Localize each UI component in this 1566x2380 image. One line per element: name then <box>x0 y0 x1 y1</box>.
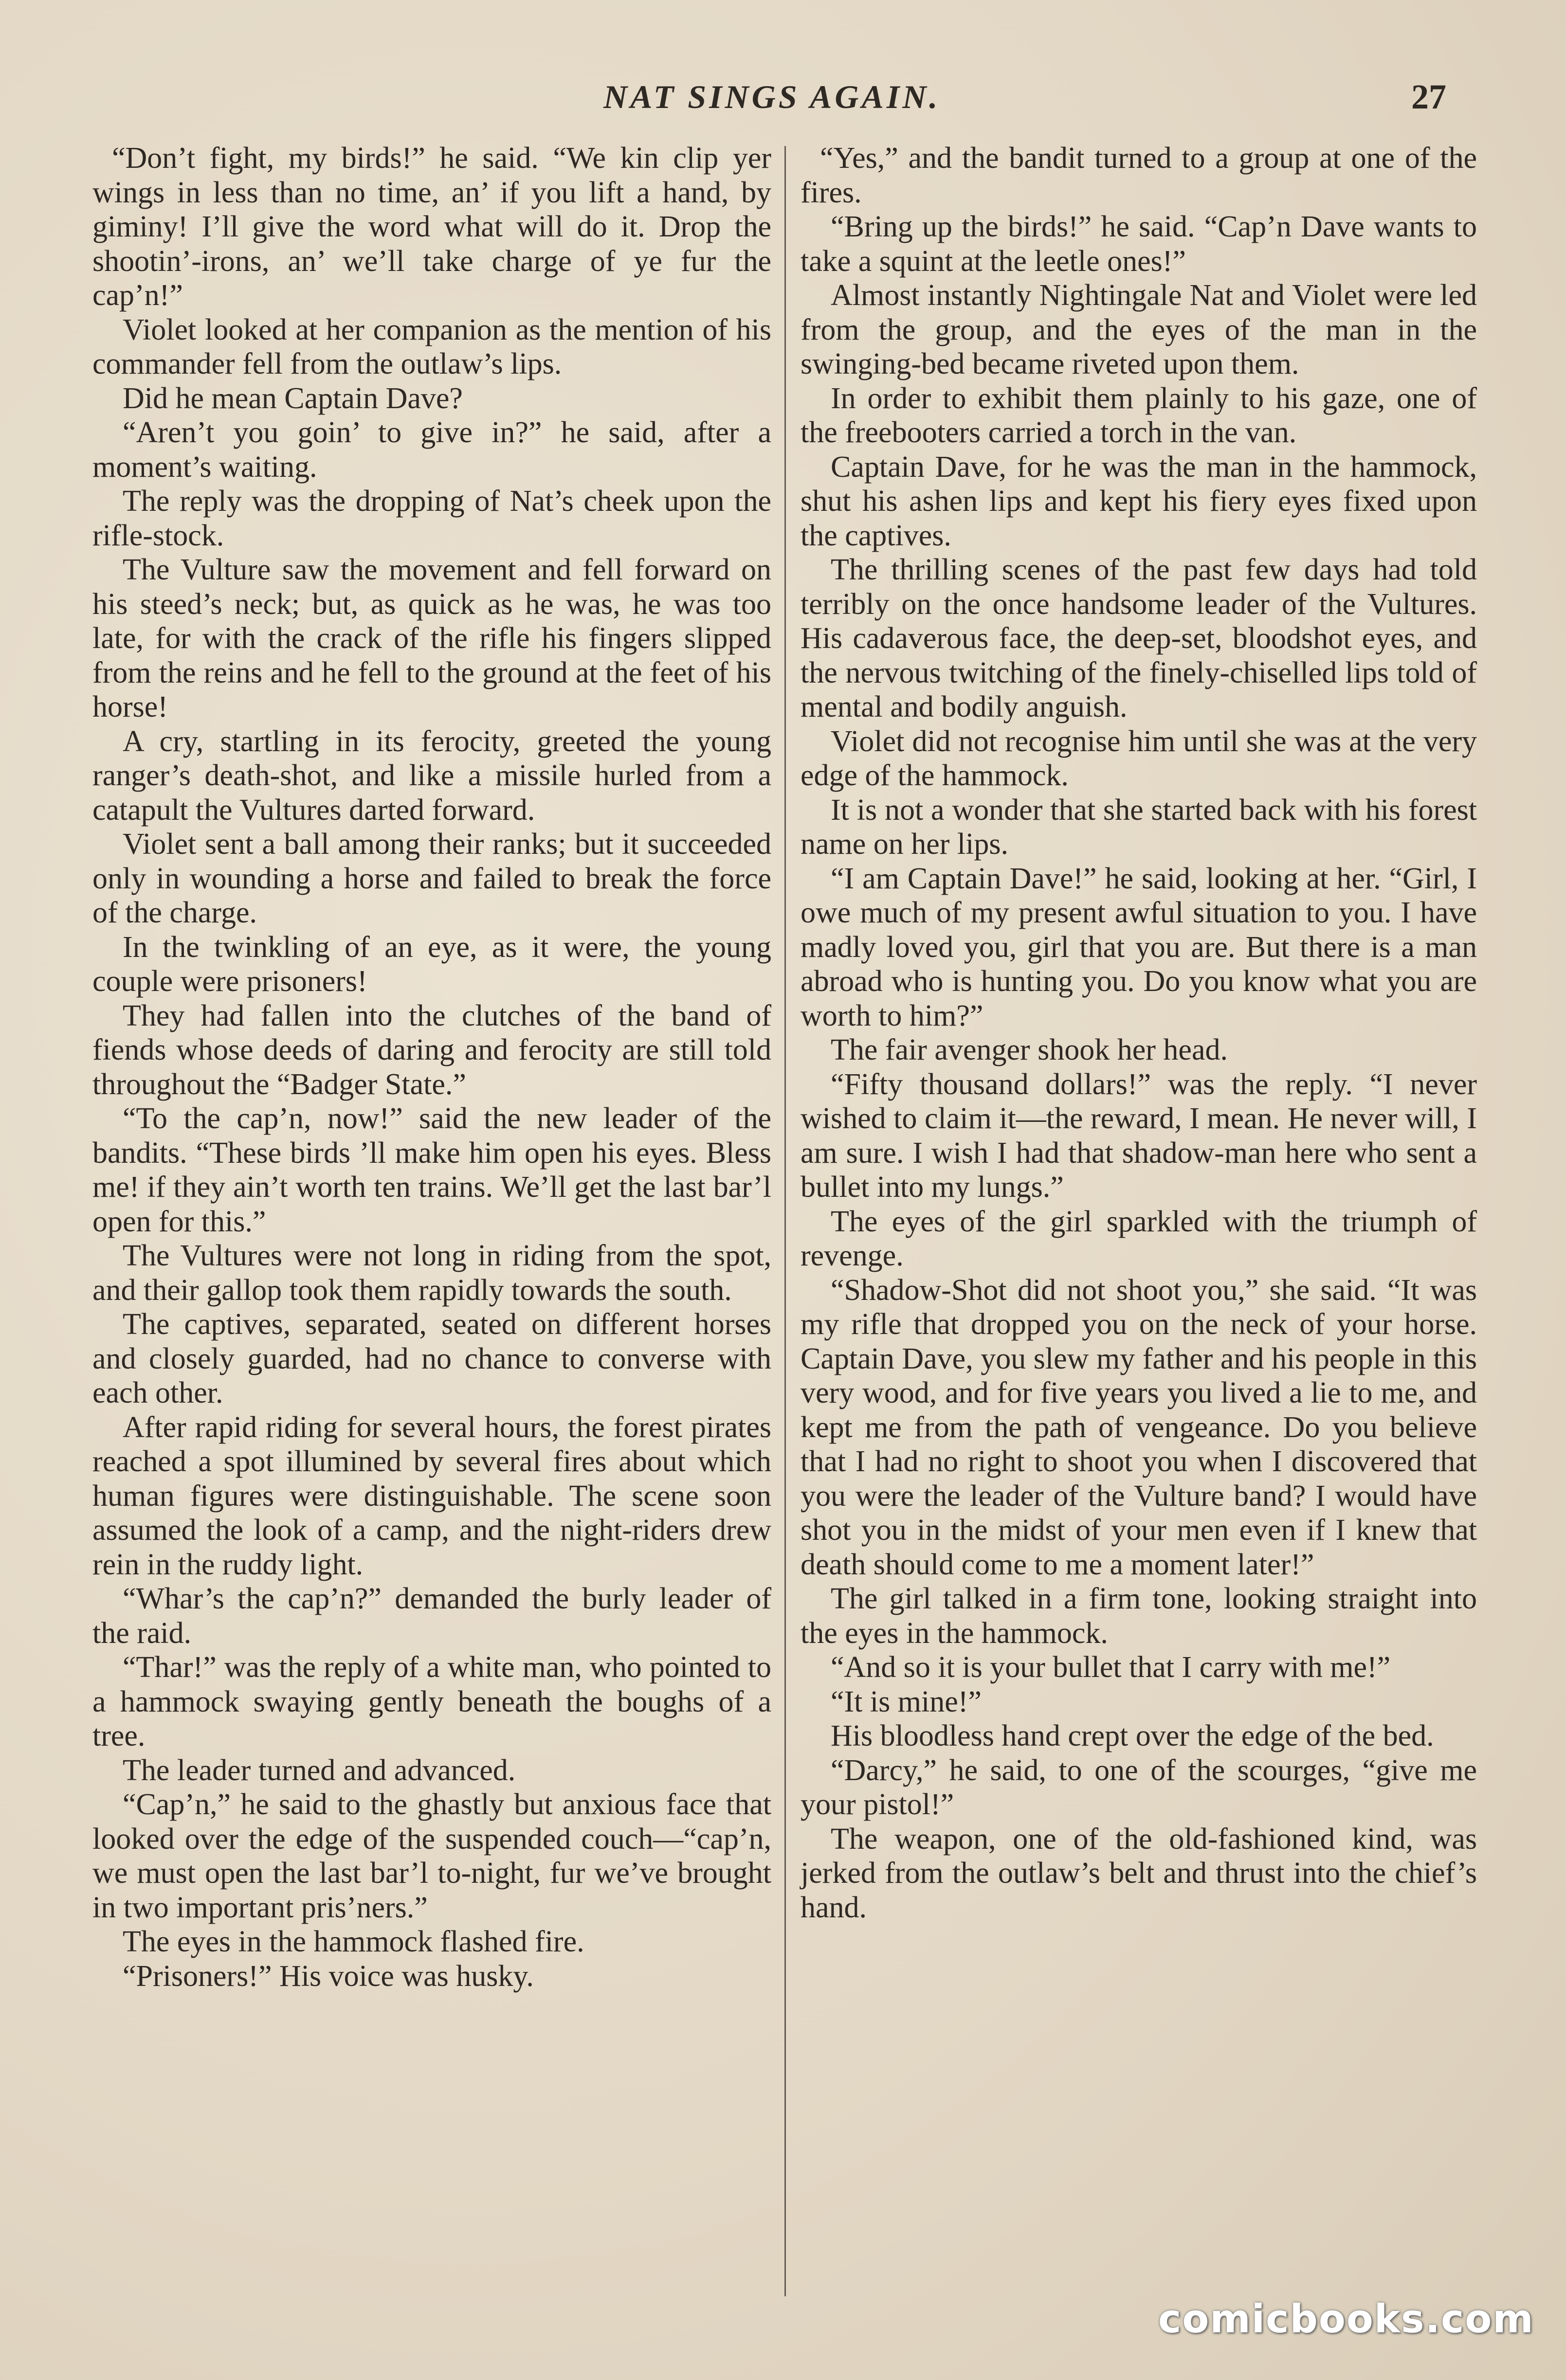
paragraph: Did he mean Captain Dave? <box>123 381 463 415</box>
paragraph: Almost instantly Nightingale Nat and Violet were led from the group, and the eyes of the man in the swinging-bed became riveted upon them. <box>801 279 1477 380</box>
paragraph: “Thar!” was the reply of a white man, who pointed to a hammock swaying gently beneath the boughs of a tree. <box>92 1651 771 1752</box>
paragraph: “Whar’s the cap’n?” demanded the burly leader of the raid. <box>92 1582 771 1650</box>
paragraph: “Cap’n,” he said to the ghastly but anxious face that looked over the edge of the suspended couch—“cap’n, we must open the last bar’l to-night, fur we’ve brought in two important pris’ners.” <box>92 1788 771 1924</box>
paragraph: After rapid riding for several hours, the forest pirates reached a spot illumined by several fires about which human figures were distinguishable. The scene soon assumed the look of a camp, and the night-riders drew rein in the ruddy light. <box>92 1410 771 1581</box>
paragraph: “Darcy,” he said, to one of the scourges, “give me your pistol!” <box>801 1753 1477 1821</box>
paragraph: The reply was the dropping of Nat’s cheek upon the rifle-stock. <box>92 485 771 552</box>
paragraph: The thrilling scenes of the past few days had told terribly on the once handsome leader of the Vultures. His cadaverous face, the deep-set, bloodshot eyes, and the nervous twitching of the finely-chiselled lips told of mental and bodily anguish. <box>801 553 1477 723</box>
paragraph: The leader turned and advanced. <box>123 1753 516 1787</box>
watermark-text: comicbooks.com <box>1158 2296 1534 2342</box>
paragraph: “Fifty thousand dollars!” was the reply. “I never wished to claim it—the reward, I mean. He never will, I am sure. I wish I had that shadow-man here who sent a bullet into my lungs.” <box>801 1067 1477 1204</box>
paragraph: Violet did not recognise him until she was at the very edge of the hammock. <box>801 724 1477 792</box>
paragraph: The eyes of the girl sparkled with the triumph of revenge. <box>801 1205 1477 1272</box>
paragraph: They had fallen into the clutches of the band of fiends whose deeds of daring and ferocity are still told throughout the “Badger State.” <box>92 999 771 1101</box>
paragraph: Violet sent a ball among their ranks; but it succeeded only in wounding a horse and failed to break the force of the charge. <box>92 828 771 929</box>
paragraph: The Vultures were not long in riding from the spot, and their gallop took them rapidly towards the south. <box>92 1239 771 1307</box>
paragraph: “Bring up the birds!” he said. “Cap’n Dave wants to take a squint at the leetle ones!” <box>801 210 1477 278</box>
paragraph: In order to exhibit them plainly to his gaze, one of the freebooters carried a torch in the van. <box>801 381 1477 449</box>
paragraph: Violet looked at her companion as the mention of his commander fell from the outlaw’s lips. <box>92 313 771 380</box>
paragraph: “Aren’t you goin’ to give in?” he said, after a moment’s waiting. <box>92 416 771 484</box>
paragraph: It is not a wonder that she started back with his forest name on her lips. <box>801 793 1477 861</box>
left-text-column <box>92 141 771 2301</box>
paragraph: His bloodless hand crept over the edge of the bed. <box>831 1719 1434 1752</box>
paragraph: The captives, separated, seated on different horses and closely guarded, had no chance to converse with each other. <box>92 1308 771 1409</box>
running-title: NAT SINGS AGAIN. <box>603 78 941 115</box>
paragraph: The eyes in the hammock flashed fire. <box>123 1925 584 1958</box>
paragraph: The weapon, one of the old-fashioned kind, was jerked from the outlaw’s belt and thrust into the chief’s hand. <box>801 1822 1477 1924</box>
paragraph: Captain Dave, for he was the man in the hammock, shut his ashen lips and kept his fiery eyes fixed upon the captives. <box>801 450 1477 552</box>
paragraph: “Prisoners!” His voice was husky. <box>123 1959 534 1993</box>
paragraph: In the twinkling of an eye, as it were, the young couple were prisoners! <box>92 930 771 998</box>
paragraph: “It is mine!” <box>831 1685 982 1718</box>
paragraph: “Shadow-Shot did not shoot you,” she said. “It was my rifle that dropped you on the neck of your horse. Captain Dave, you slew my father and his people in this very wood, and for five years you lived a lie to me, and kept me from the path of vengeance. Do you believe that I had no right to shoot you when I discovered that you were the leader of the Vulture band? I would have shot you in the midst of your men even if I knew that death should come to me a moment later!” <box>801 1273 1477 1581</box>
paragraph: “I am Captain Dave!” he said, looking at her. “Girl, I owe much of my present awful situation to you. I have madly loved you, girl that you are. But there is a man abroad who is hunting you. Do you know what you are worth to him?” <box>801 862 1477 1032</box>
paragraph: “Don’t fight, my birds!” he said. “We kin clip yer wings in less than no time, an’ if you lift a hand, by giminy! I’ll give the word what will do it. Drop the shootin’-irons, an’ we’ll take charge of ye fur the cap’n!” <box>92 142 771 312</box>
paragraph: “To the cap’n, now!” said the new leader of the bandits. “These birds ’ll make him open his eyes. Bless me! if they ain’t worth ten trains. We’ll get the last bar’l open for this.” <box>92 1102 771 1238</box>
paragraph: The girl talked in a firm tone, looking straight into the eyes in the hammock. <box>801 1582 1477 1650</box>
page-header <box>0 68 1566 131</box>
right-text-column <box>801 141 1477 2301</box>
column-divider <box>784 146 786 2296</box>
paragraph: A cry, startling in its ferocity, greeted the young ranger’s death-shot, and like a missile hurled from a catapult the Vultures darted forward. <box>92 724 771 827</box>
paragraph: The fair avenger shook her head. <box>831 1033 1228 1066</box>
paragraph: “And so it is your bullet that I carry with me!” <box>831 1651 1391 1684</box>
paragraph: The Vulture saw the movement and fell forward on his steed’s neck; but, as quick as he was, he was too late, for with the crack of the rifle his fingers slipped from the reins and he fell to the ground at the feet of his horse! <box>92 553 771 723</box>
paragraph: “Yes,” and the bandit turned to a group at one of the fires. <box>801 142 1477 209</box>
page-number: 27 <box>1411 77 1446 116</box>
